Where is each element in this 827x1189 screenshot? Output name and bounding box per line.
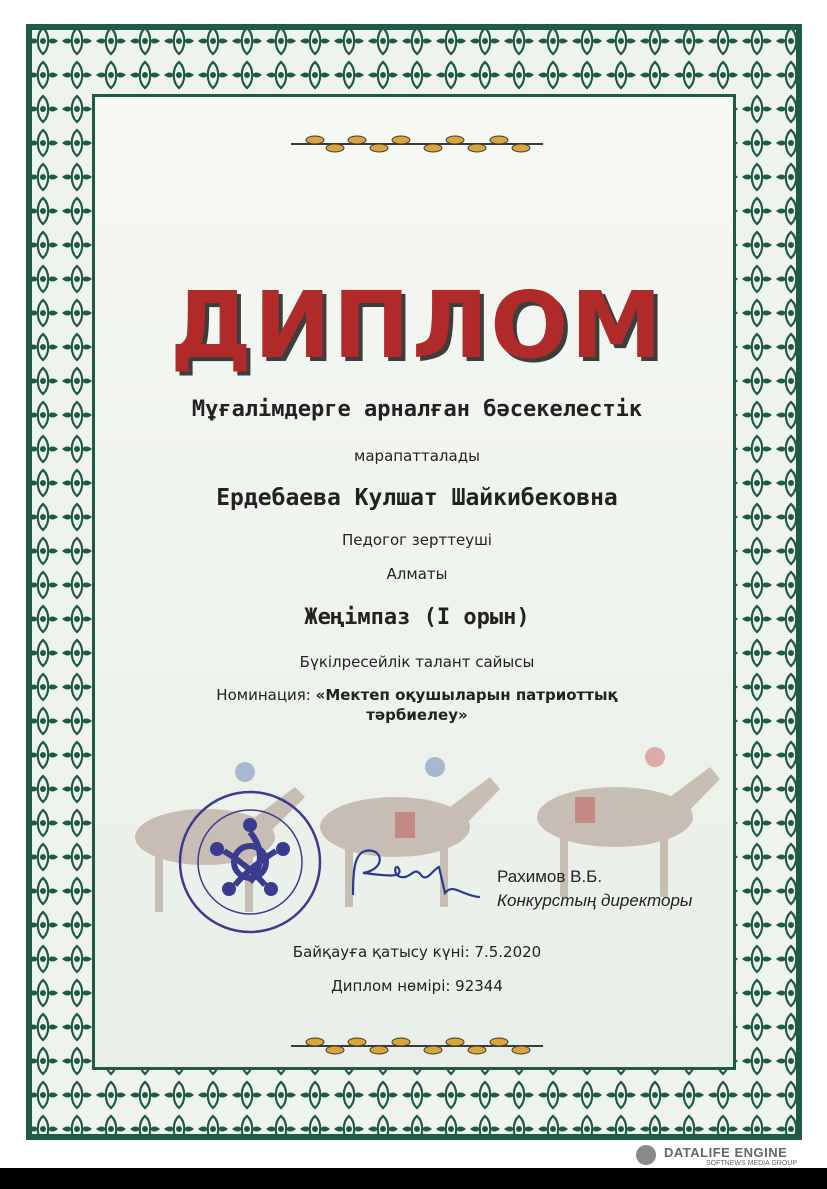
recipient-name: Ердебаева Кулшат Шайкибековна xyxy=(216,485,618,511)
watermark-brand: DATALIFE ENGINE xyxy=(664,1145,788,1160)
certificate xyxy=(26,24,802,1140)
participation-date: Байқауға қатысу күні: 7.5.2020 xyxy=(292,943,542,961)
director-signature xyxy=(343,839,483,909)
nomination-value: «Мектеп оқушыларын патриоттық тәрбиелеу» xyxy=(315,686,618,724)
contest-name: Бүкілресейлік талант сайысы xyxy=(299,653,535,671)
diploma-number: Диплом нөмірі: 92344 xyxy=(331,977,503,995)
inner-panel xyxy=(92,94,736,1070)
diploma-title: ДИПЛОМ xyxy=(169,272,665,379)
recipient-city: Алматы xyxy=(386,565,448,583)
signer-name: Рахимов В.Б. xyxy=(497,867,603,886)
signer-block xyxy=(497,865,692,913)
competition-subtitle: Мұғалімдерге арналған бәсекелестік xyxy=(191,397,643,422)
nomination-label: Номинация: xyxy=(216,686,311,704)
datalife-watermark xyxy=(636,1143,811,1169)
awarded-label: марапатталады xyxy=(354,447,480,465)
datalife-logo-icon xyxy=(636,1145,656,1165)
official-seal xyxy=(175,787,325,937)
recipient-position: Педогог зерттеуші xyxy=(342,531,492,549)
signer-role: Конкурстың директоры xyxy=(497,891,693,910)
laurel-ornament-top xyxy=(285,133,549,155)
laurel-ornament-bottom xyxy=(285,1035,549,1057)
watermark-sub: SOFTNEWS MEDIA GROUP xyxy=(706,1160,798,1167)
bottom-black-bar xyxy=(0,1168,827,1189)
award-rank: Жеңімпаз (I орын) xyxy=(304,605,530,630)
nomination xyxy=(215,685,619,725)
